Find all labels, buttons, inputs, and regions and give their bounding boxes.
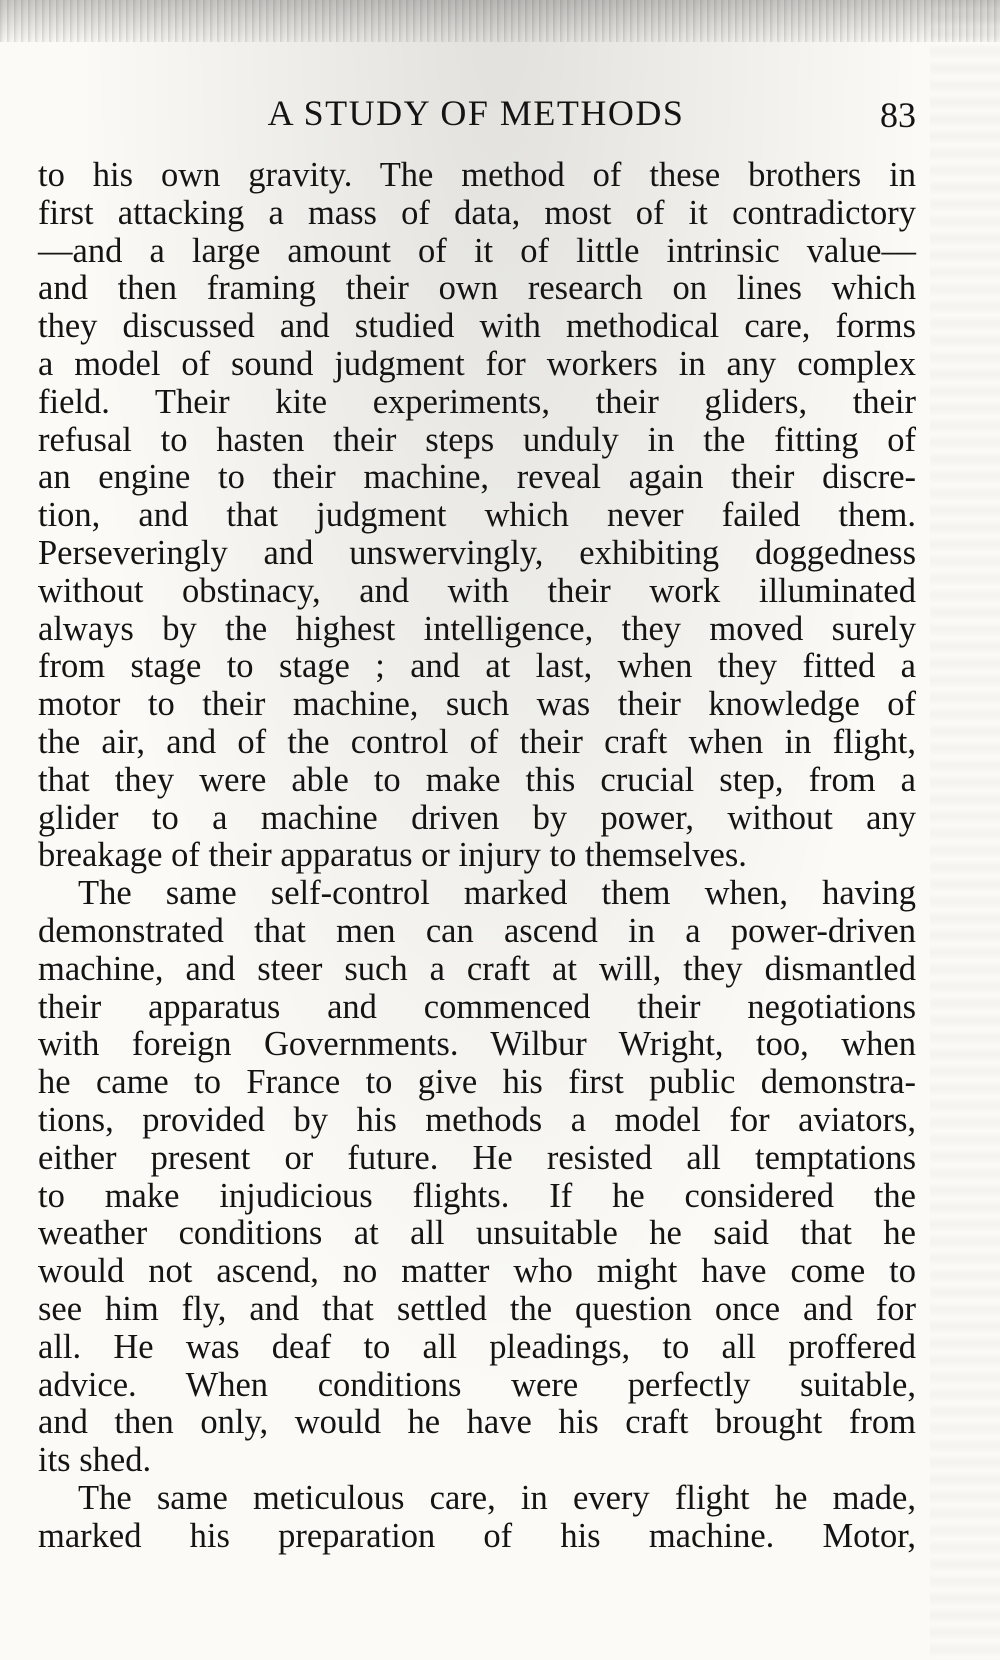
- text-line: field. Their kite experiments, their gliders, their: [38, 382, 916, 421]
- text-line: The same self-control marked them when, having: [78, 874, 916, 913]
- text-line: and then only, would he have his craft brought from: [38, 1403, 916, 1442]
- text-line: its shed.: [38, 1441, 152, 1480]
- text-line: either present or future. He resisted all temptations: [38, 1138, 916, 1177]
- text-line: Perseveringly and unswervingly, exhibiting doggedness: [38, 533, 916, 572]
- text-line: advice. When conditions were perfectly suitable,: [38, 1365, 916, 1404]
- scan-edge-top: [0, 0, 1000, 42]
- text-line: with foreign Governments. Wilbur Wright, too, when: [38, 1025, 916, 1064]
- text-line: they discussed and studied with methodical care, forms: [38, 307, 916, 346]
- text-line: tions, provided by his methods a model for aviators,: [38, 1100, 916, 1139]
- text-line: an engine to their machine, reveal again their discre-: [38, 458, 916, 497]
- text-line: to his own gravity. The method of these brothers in: [38, 156, 916, 194]
- text-line: always by the highest intelligence, they moved surely: [38, 609, 916, 648]
- text-line: their apparatus and commenced their negotiations: [38, 987, 916, 1026]
- scan-edge-right: [930, 0, 1000, 1660]
- text-line: machine, and steer such a craft at will, they dismantled: [38, 949, 916, 988]
- text-line: see him fly, and that settled the question once and for: [38, 1289, 916, 1328]
- text-line: —and a large amount of it of little intrinsic value—: [38, 231, 916, 270]
- text-line: motor to their machine, such was their knowledge of: [38, 685, 916, 724]
- text-line: the air, and of the control of their craft when in flight,: [38, 722, 916, 761]
- text-line: marked his preparation of his machine. Motor,: [38, 1516, 916, 1555]
- body-text: [38, 157, 916, 1555]
- text-line: weather conditions at all unsuitable he said that he: [38, 1214, 916, 1253]
- running-head: [36, 88, 916, 138]
- text-line: first attacking a mass of data, most of it contradictory: [38, 193, 916, 232]
- text-line: would not ascend, no matter who might have come to: [38, 1252, 916, 1291]
- text-line: to make injudicious flights. If he considered the: [38, 1176, 916, 1215]
- text-line: and then framing their own research on lines which: [38, 269, 916, 308]
- text-line: he came to France to give his first public demonstra-: [38, 1063, 916, 1102]
- text-line: all. He was deaf to all pleadings, to all proffered: [38, 1327, 916, 1366]
- running-title: A STUDY OF METHODS: [267, 93, 685, 133]
- paragraph: [38, 875, 916, 1480]
- paragraph: [38, 157, 916, 875]
- text-line: from stage to stage ; and at last, when they fitted a: [38, 647, 916, 686]
- text-line: a model of sound judgment for workers in any complex: [38, 344, 916, 383]
- text-line: that they were able to make this crucial step, from a: [38, 760, 916, 799]
- page-number: 83: [880, 95, 916, 135]
- text-line: glider to a machine driven by power, without any: [38, 798, 916, 837]
- paragraph: [38, 1480, 916, 1556]
- text-line: refusal to hasten their steps unduly in the fitting of: [38, 420, 916, 459]
- text-line: The same meticulous care, in every flight he made,: [78, 1478, 916, 1517]
- text-line: breakage of their apparatus or injury to themselves.: [38, 836, 747, 875]
- text-line: tion, and that judgment which never failed them.: [38, 496, 916, 535]
- text-line: without obstinacy, and with their work illuminated: [38, 571, 916, 610]
- text-line: demonstrated that men can ascend in a power-driven: [38, 911, 916, 950]
